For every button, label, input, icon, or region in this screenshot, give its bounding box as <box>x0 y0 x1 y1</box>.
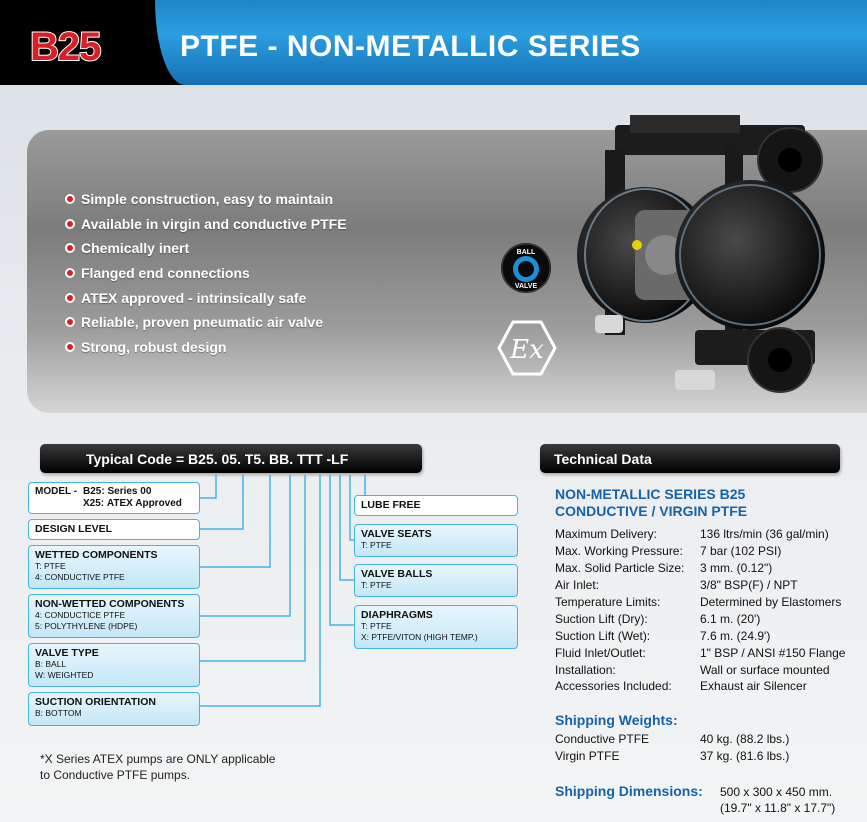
feature-item: Available in virgin and conductive PTFE <box>65 212 347 237</box>
design-level-label: DESIGN LEVEL <box>35 523 113 535</box>
valve-label: VALVE <box>514 283 538 290</box>
page-title: PTFE - NON-METALLIC SERIES <box>180 30 641 63</box>
valve-type-box <box>28 643 200 687</box>
feature-item: Simple construction, easy to maintain <box>65 187 347 212</box>
feature-item: ATEX approved - intrinsically safe <box>65 285 347 310</box>
model-x25-key: X25: <box>83 498 105 509</box>
valve-seats-box <box>354 524 518 557</box>
ball-label: BALL <box>516 249 536 256</box>
design-level-box <box>28 519 200 540</box>
feature-item: Reliable, proven pneumatic air valve <box>65 310 347 335</box>
valve-seats-title: VALVE SEATS <box>361 528 432 540</box>
feature-item: Strong, robust design <box>65 335 347 360</box>
model-b25-value: Series 00 <box>107 486 152 497</box>
shipping-dimensions-metric: 500 x 300 x 450 mm. <box>720 785 833 799</box>
valve-type-option: W: WEIGHTED <box>35 670 94 680</box>
spec-row: Suction Lift (Dry): 6.1 m. (20') <box>555 611 761 626</box>
atex-footnote: *X Series ATEX pumps are ONLY applicable to Conductive PTFE pumps. <box>40 752 276 782</box>
diaphragms-option: T: PTFE <box>361 621 392 631</box>
model-b25-key: B25: <box>83 486 105 497</box>
spec-row: Max. Solid Particle Size: 3 mm. (0.12") <box>555 561 773 576</box>
non-wetted-components-box <box>28 594 200 638</box>
weight-row: Conductive PTFE 40 kg. (88.2 lbs.) <box>555 732 790 747</box>
spec-row: Max. Working Pressure: 7 bar (102 PSI) <box>555 544 782 559</box>
spec-row: Temperature Limits: Determined by Elastomers <box>555 595 842 609</box>
lube-free-label: LUBE FREE <box>361 499 421 511</box>
valve-balls-option: T: PTFE <box>361 580 392 590</box>
diaphragms-box <box>354 605 518 649</box>
feature-item: Chemically inert <box>65 236 347 261</box>
suction-title: SUCTION ORIENTATION <box>35 696 156 708</box>
valve-seats-option: T: PTFE <box>361 540 392 550</box>
non-wetted-title: NON-WETTED COMPONENTS <box>35 598 185 610</box>
suction-orientation-box <box>28 692 200 726</box>
lube-free-box <box>354 495 518 516</box>
spec-row: Suction Lift (Wet): 7.6 m. (24.9') <box>555 628 771 643</box>
shipping-dimensions-imperial: (19.7" x 11.8" x 17.7") <box>720 801 836 815</box>
spec-table <box>555 526 845 695</box>
model-box <box>28 482 200 514</box>
model-badge: B25 <box>30 25 101 69</box>
shipping-dimensions-title: Shipping Dimensions: <box>555 783 703 799</box>
weight-row: Virgin PTFE 37 kg. (81.6 lbs.) <box>555 749 790 764</box>
typical-code-bar: Typical Code = B25. 05. T5. BB. TTT -LF <box>40 444 422 473</box>
suction-option: B: BOTTOM <box>35 708 82 718</box>
wetted-option: 4: CONDUCTIVE PTFE <box>35 572 125 582</box>
diaphragms-option: X: PTFE/VITON (HIGH TEMP.) <box>361 632 478 642</box>
valve-type-title: VALVE TYPE <box>35 647 99 659</box>
valve-balls-title: VALVE BALLS <box>361 568 433 580</box>
model-x25-value: ATEX Approved <box>106 498 182 509</box>
wetted-option: T: PTFE <box>35 561 66 571</box>
shipping-weights-title: Shipping Weights: <box>555 712 678 728</box>
spec-row: Fluid Inlet/Outlet: 1" BSP / ANSI #150 Flange <box>555 645 846 660</box>
model-title: MODEL - <box>35 486 78 497</box>
spec-row: Air Inlet: 3/8" BSP(F) / NPT <box>555 578 798 593</box>
spec-row: Accessories Included: Exhaust air Silencer <box>555 679 807 694</box>
tech-subtitle: NON-METALLIC SERIES B25 <box>555 486 746 502</box>
non-wetted-option: 5: POLYTHYLENE (HDPE) <box>35 621 138 631</box>
valve-type-option: B: BALL <box>35 659 67 669</box>
spec-row: Installation: Wall or surface mounted <box>555 662 830 677</box>
tech-subtitle: CONDUCTIVE / VIRGIN PTFE <box>555 503 748 519</box>
spec-row: Maximum Delivery: 136 ltrs/min (36 gal/min) <box>555 527 829 542</box>
shipping-weights-table <box>555 731 789 765</box>
valve-balls-box <box>354 564 518 597</box>
ex-label: Ex <box>510 335 544 365</box>
diaphragms-title: DIAPHRAGMS <box>361 609 433 621</box>
wetted-components-box <box>28 545 200 589</box>
wetted-components-title: WETTED COMPONENTS <box>35 549 158 561</box>
technical-data-bar: Technical Data <box>540 444 840 473</box>
non-wetted-option: 4: CONDUCTICE PTFE <box>35 610 126 620</box>
feature-item: Flanged end connections <box>65 261 347 286</box>
